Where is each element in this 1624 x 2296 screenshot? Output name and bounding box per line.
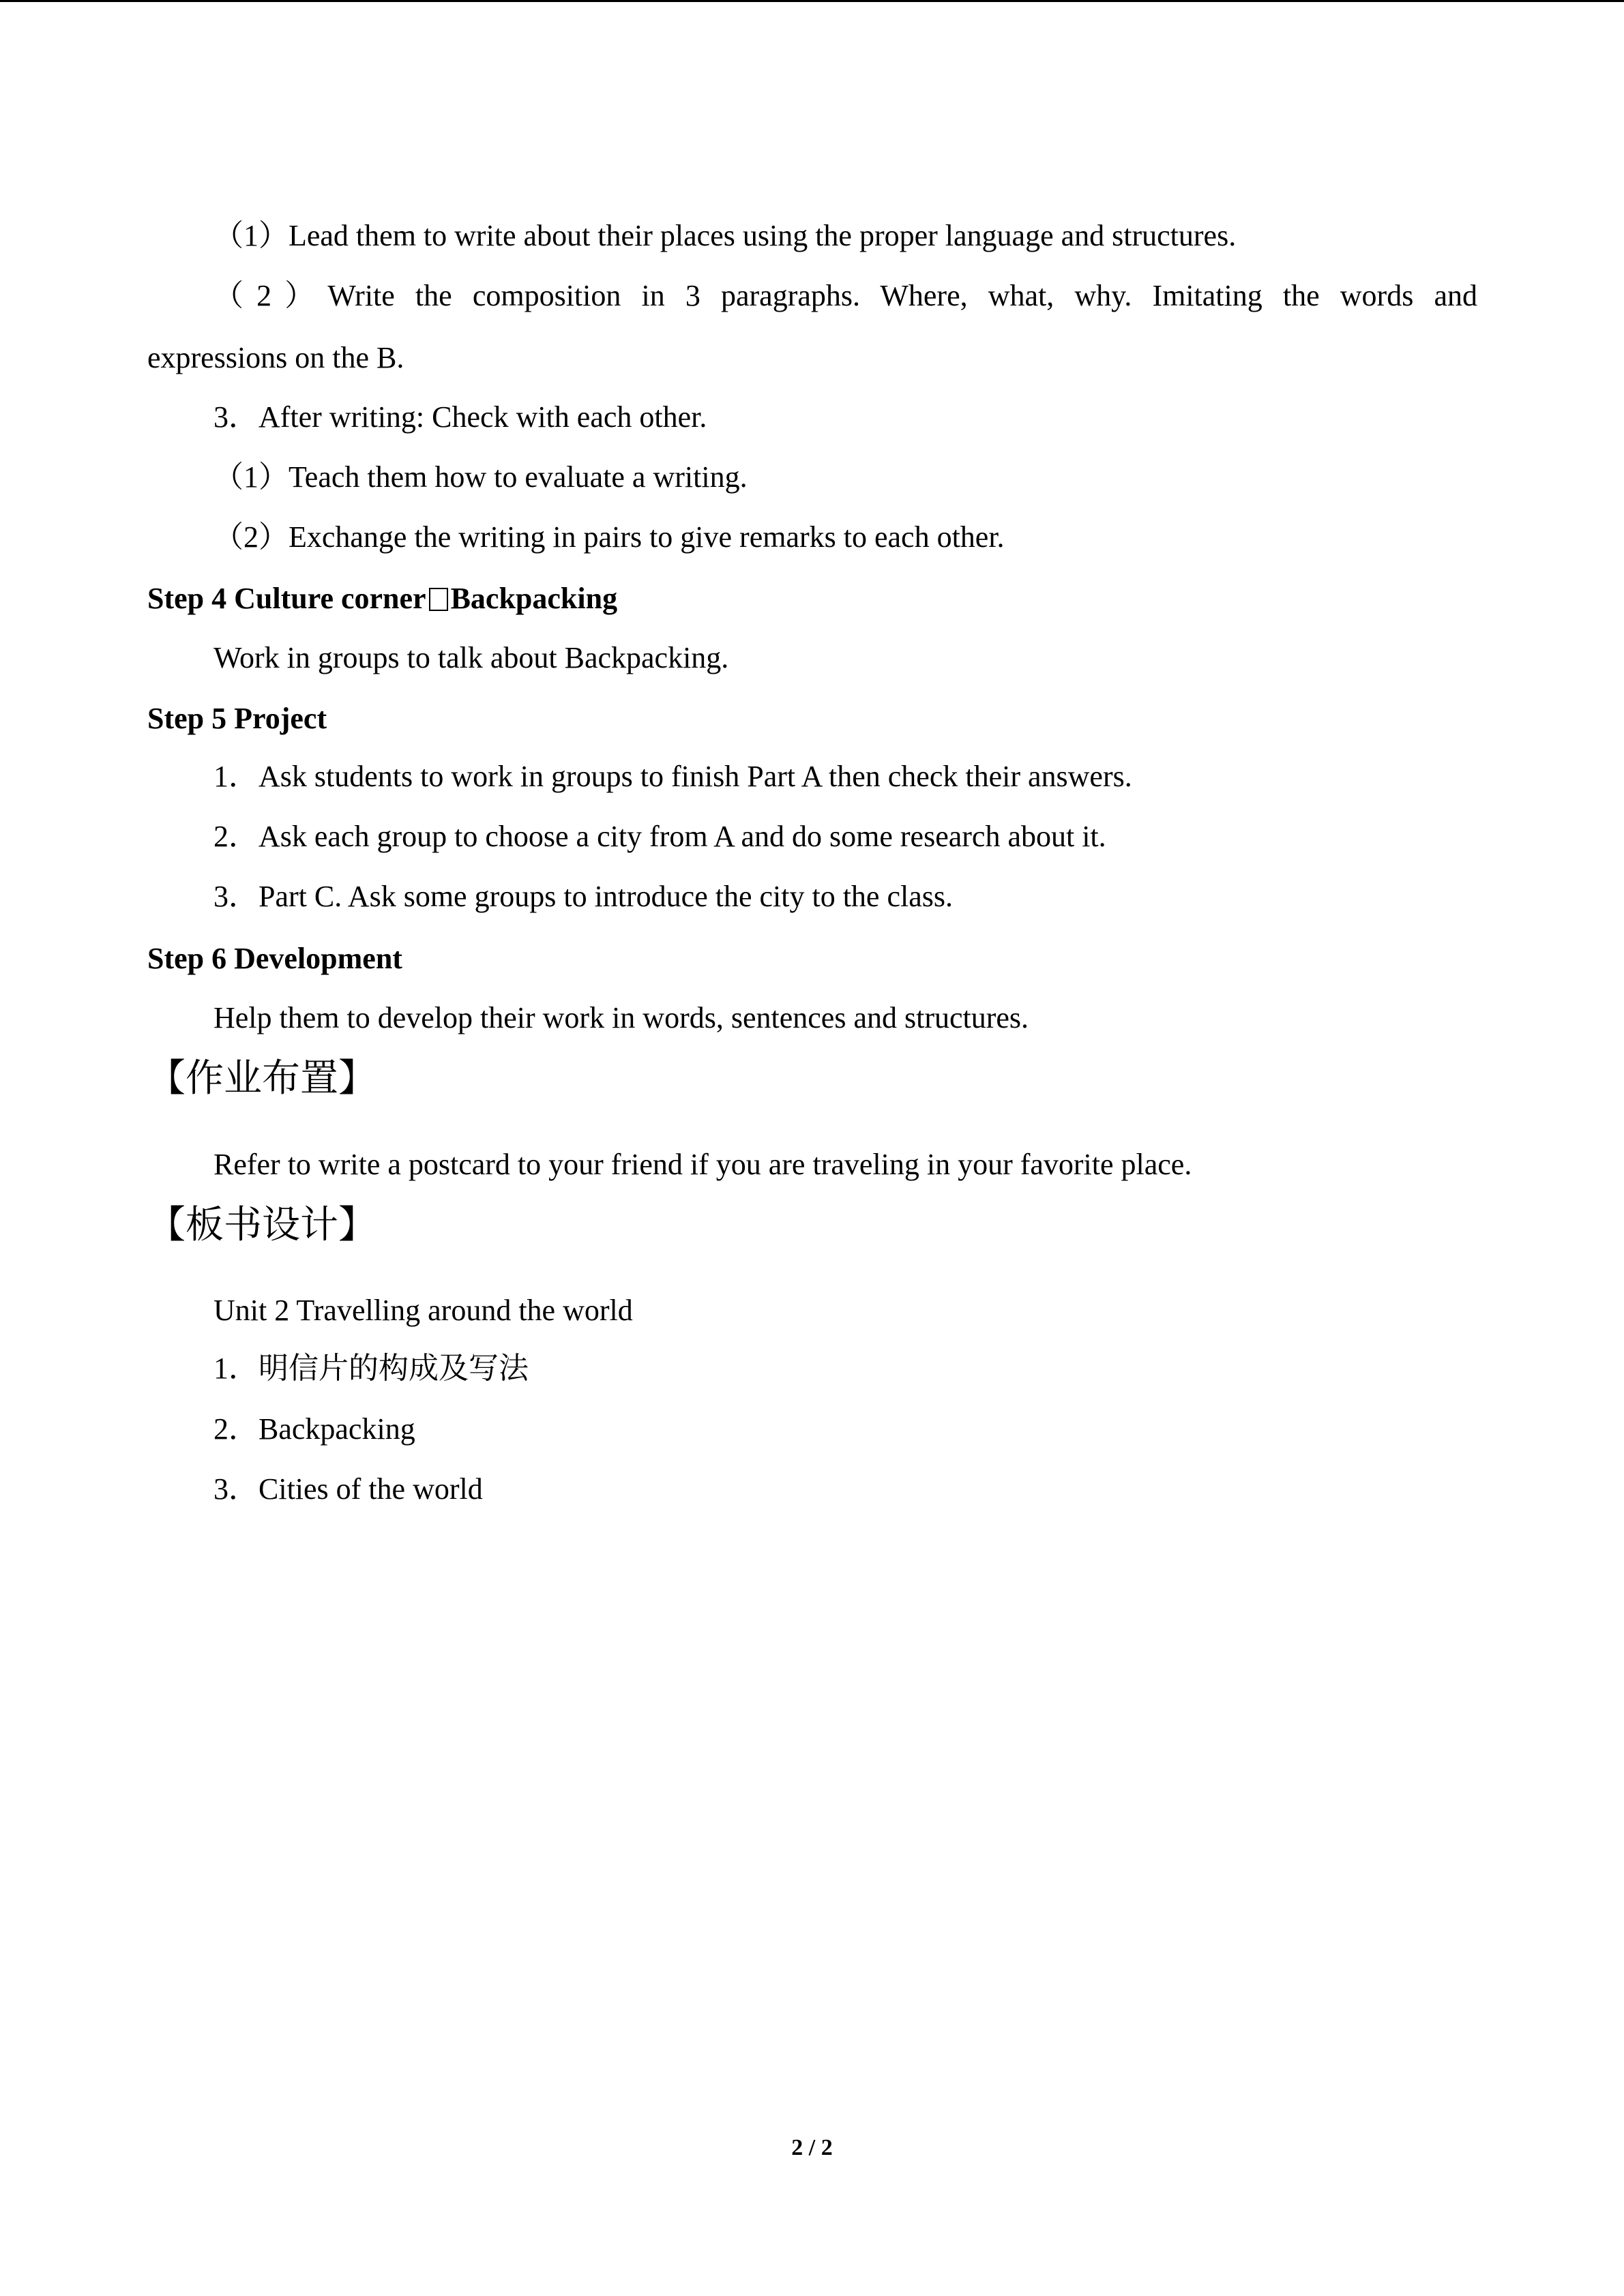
step5-heading: Step 5 Project	[147, 702, 327, 735]
step6-text: Help them to develop their work in words, sentences and structures.	[213, 1001, 1029, 1034]
homework-heading: 【作业布置】	[147, 1056, 377, 1101]
list-item: 2．Ask each group to choose a city from A and do some research about it.	[213, 820, 1106, 853]
list-item-text: 明信片的构成及写法	[259, 1351, 529, 1386]
list-item: 1．Ask students to work in groups to finish Part A then check their answers.	[213, 760, 1132, 793]
paragraph-line: （1）Lead them to write about their places using the proper language and structures.	[213, 219, 1237, 252]
paragraph-line: （2）Write the composition in 3 paragraphs. Where, what, why. Imitating the words and	[213, 279, 1477, 312]
list-item	[213, 1350, 529, 1388]
paragraph-line: expressions on the B.	[147, 341, 404, 374]
board-design-title: Unit 2 Travelling around the world	[213, 1294, 633, 1327]
step4-heading-part-a: Step 4 Culture corner	[147, 582, 426, 615]
list-item-number: 1．	[213, 1352, 259, 1385]
step6-heading: Step 6 Development	[147, 942, 402, 975]
missing-glyph-box-icon	[429, 588, 448, 611]
paragraph-line: （2）Exchange the writing in pairs to give remarks to each other.	[213, 520, 1005, 554]
top-border-rule	[0, 0, 1624, 2]
list-item: 2．Backpacking	[213, 1412, 415, 1446]
board-design-heading: 【板书设计】	[147, 1203, 377, 1247]
page-number: 2 / 2	[791, 2135, 833, 2160]
step4-heading-part-b: Backpacking	[450, 582, 618, 615]
homework-text: Refer to write a postcard to your friend if you are traveling in your favorite place.	[213, 1148, 1192, 1181]
list-item: 3．Cities of the world	[213, 1472, 483, 1506]
paragraph-line: 3．After writing: Check with each other.	[213, 400, 707, 434]
list-item: 3．Part C. Ask some groups to introduce the city to the class.	[213, 880, 953, 913]
step4-text: Work in groups to talk about Backpacking.	[213, 641, 729, 674]
paragraph-line: （1）Teach them how to evaluate a writing.	[213, 460, 748, 494]
step4-heading	[147, 580, 617, 618]
